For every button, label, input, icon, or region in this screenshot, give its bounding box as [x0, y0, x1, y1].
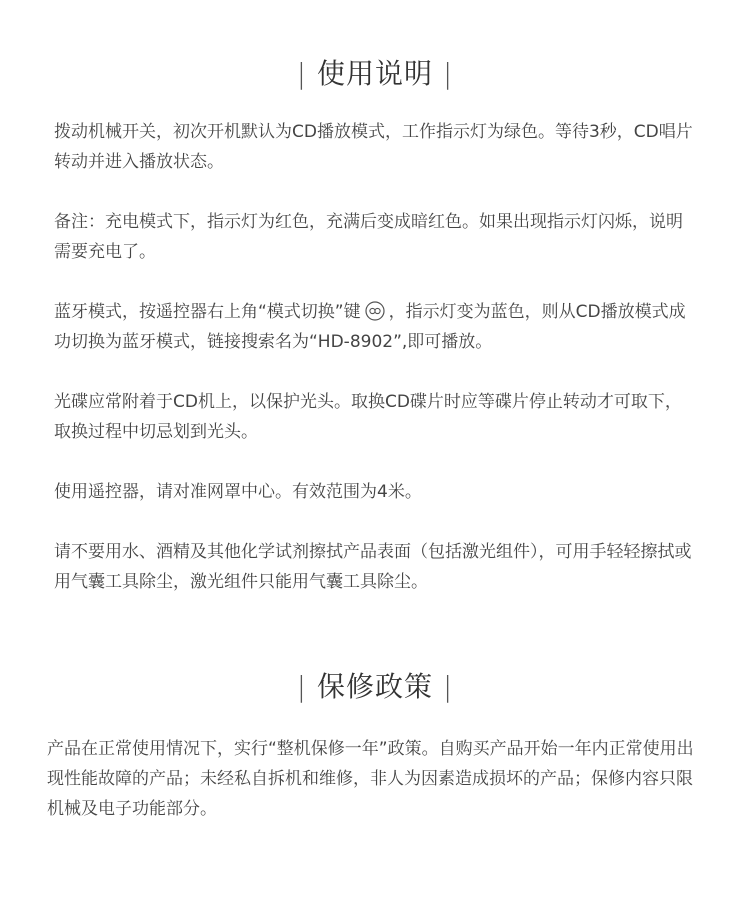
usage-paragraph-cleaning: 请不要用水、酒精及其他化学试剂擦拭产品表面（包括激光组件），可用手轻轻擦拭或用气囊工具除尘，激光组件只能用气囊工具除尘。	[54, 542, 692, 592]
title-bar-right: |	[442, 670, 454, 703]
mode-switch-icon	[365, 301, 385, 321]
title-bar-left: |	[296, 57, 308, 90]
usage-paragraph-bluetooth	[54, 297, 694, 357]
bluetooth-text-before: 蓝牙模式，按遥控器右上角“模式切换”键	[54, 302, 361, 322]
usage-paragraph-charging: 备注：充电模式下，指示灯为红色，充满后变成暗红色。如果出现指示灯闪烁，说明需要充电了。	[54, 212, 683, 262]
warranty-title-text: 保修政策	[316, 670, 433, 703]
warranty-text: 产品在正常使用情况下，实行“整机保修一年”政策。自购买产品开始一年内正常使用出现性能故障的产品；未经私自拆机和维修，非人为因素造成损坏的产品；保修内容只限机械及电子功能部分。	[47, 739, 694, 819]
title-bar-left: |	[296, 670, 308, 703]
usage-title-text: 使用说明	[316, 57, 433, 90]
bluetooth-text-after: ，指示灯变为蓝色，则从CD播放模式成功切换为蓝牙模式，链接搜索名为“HD-8902”,即可播放。	[54, 302, 686, 352]
warranty-title	[0, 665, 750, 705]
usage-paragraph-power: 拨动机械开关，初次开机默认为CD播放模式，工作指示灯为绿色。等待3秒，CD唱片转动并进入播放状态。	[54, 122, 693, 172]
title-bar-right: |	[442, 57, 454, 90]
usage-title	[0, 52, 750, 92]
usage-paragraph-disc: 光碟应常附着于CD机上，以保护光头。取换CD碟片时应等碟片停止转动才可取下，取换过程中切忌划到光头。	[54, 392, 682, 442]
usage-paragraph-remote: 使用遥控器，请对准网罩中心。有效范围为4米。	[54, 482, 422, 502]
